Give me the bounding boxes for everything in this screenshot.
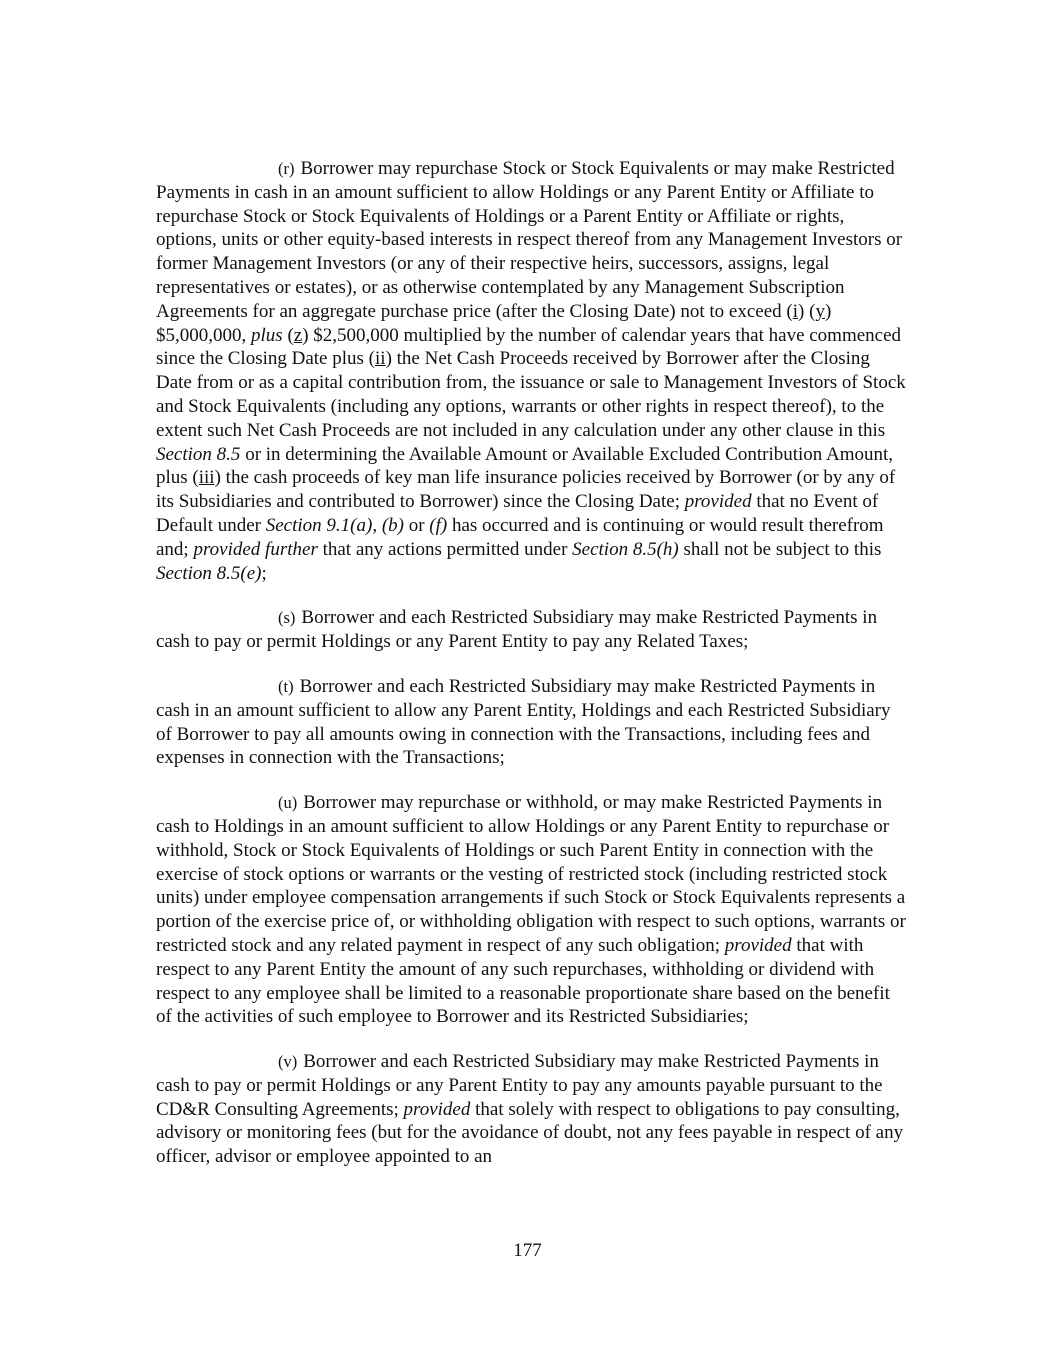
italic-text: (f) <box>429 514 448 536</box>
paragraph-text: that with respect to any Parent Entity the amount of any such repurchases, withholding or dividend with respect to any employee shall be limited to a reasonable proportionate share based on the benefit of the activities of such employee to Borrower and its Restricted Subsidiaries; <box>156 934 890 1028</box>
clause-r <box>156 157 906 585</box>
paragraph-text: Borrower and each Restricted Subsidiary may make Restricted Payments in cash in an amount sufficient to allow any Parent Entity, Holdings and each Restricted Subsidiary of Borrower to pay all amounts owing in connection with the Transactions, including fees and expenses in connection with the Transactions; <box>156 675 891 769</box>
paragraph-text: Borrower may repurchase or withhold, or may make Restricted Payments in cash to Holdings in an amount sufficient to allow Holdings or any Parent Entity to repurchase or withhold, Stock or Stock Equivalents of Holdings or such Parent Entity in connection with the exercise of stock options or warrants or the vesting of restricted stock (including restricted stock units) under employee compensation arrangements if such Stock or Stock Equivalents represents a portion of the exercise price of, or withholding obligation with respect to such options, warrants or restricted stock and any related payment in respect of any such obligation; <box>156 792 906 956</box>
clause-t <box>156 675 906 770</box>
clause-label: (u) <box>278 793 298 813</box>
paragraph-text: ; <box>261 562 267 584</box>
italic-text: provided <box>403 1098 471 1120</box>
paragraph-text: Borrower and each Restricted Subsidiary may make Restricted Payments in cash to pay or permit Holdings or any Parent Entity to pay any amounts payable pursuant to the CD&R Consulting Agreements; <box>156 1051 883 1120</box>
underlined-text: y <box>815 300 825 322</box>
paragraph-text: that solely with respect to obligations to pay consulting, advisory or monitoring fees (but for the avoidance of doubt, not any fees payable in respect of any officer, advisor or employee appointed to an <box>156 1098 904 1168</box>
italic-text: (b) <box>381 514 404 536</box>
paragraph-text: ) the cash proceeds of key man life insurance policies received by Borrower (or by any of its Subsidiaries and contributed to Borrower) since the Closing Date; <box>156 467 896 513</box>
clause-u <box>156 791 906 1029</box>
paragraph-text: Borrower may repurchase Stock or Stock Equivalents or may make Restricted Payments in cash in an amount sufficient to allow Holdings or any Parent Entity or Affiliate to repurchase Stock or Stock Equivalents of Holdings or a Parent Entity or Affiliate or rights, options, units or other equity-based interests in respect thereof from any Management Investors or former Management Investors (or any of their respective heirs, successors, assigns, legal representatives or estates), or as otherwise contemplated by any Management Subscription Agreements for an aggregate purchase price (after the Closing Date) not to exceed ( <box>156 158 903 322</box>
italic-text: Section 8.5(e) <box>156 562 262 584</box>
underlined-text: iii <box>198 467 215 489</box>
page-number: 177 <box>513 1240 542 1261</box>
clause-label: (v) <box>278 1052 298 1072</box>
italic-text: provided further <box>193 538 318 560</box>
italic-text: Section 8.5 <box>156 443 241 465</box>
document-page <box>156 157 906 1190</box>
paragraph-text: or <box>403 514 430 536</box>
paragraph-text: Borrower and each Restricted Subsidiary may make Restricted Payments in cash to pay or permit Holdings or any Parent Entity to pay any Related Taxes; <box>156 607 878 653</box>
underlined-text: i <box>792 300 799 322</box>
underlined-text: z <box>293 324 303 346</box>
italic-text: Section 9.1(a) <box>265 514 373 536</box>
paragraph-text: , <box>372 514 382 536</box>
italic-text: plus <box>251 324 283 346</box>
paragraph-text: that no Event of Default under <box>156 491 879 536</box>
paragraph-text: has occurred and is continuing or would result therefrom and; <box>156 514 884 560</box>
italic-text: Section 8.5(h) <box>572 538 679 560</box>
paragraph-text: ( <box>282 324 294 346</box>
italic-text: provided <box>684 491 752 513</box>
paragraph-text: ) ( <box>798 300 816 322</box>
paragraph-text: ) the Net Cash Proceeds received by Borrower after the Closing Date from or as a capital contribution from, the issuance or sale to Management Investors of Stock and Stock Equivalents (including any options, warrants or other rights in respect thereof), to the extent such Net Cash Proceeds are not included in any calculation under any other clause in this <box>156 348 906 441</box>
clause-label: (t) <box>278 676 294 696</box>
underlined-text: ii <box>375 348 386 370</box>
paragraph-text: ) $5,000,000, <box>156 300 832 346</box>
clause-v <box>156 1050 906 1169</box>
clause-label: (s) <box>278 608 296 628</box>
clause-label: (r) <box>278 159 295 178</box>
italic-text: provided <box>724 934 792 956</box>
paragraph-text: that any actions permitted under <box>317 538 573 560</box>
paragraph-text: shall not be subject to this <box>678 538 882 560</box>
paragraph-text: or in determining the Available Amount or Available Excluded Contribution Amount, plus ( <box>156 443 894 489</box>
clause-s <box>156 606 906 654</box>
paragraph-text: ) $2,500,000 multiplied by the number of calendar years that have commenced since the Closing Date plus ( <box>156 324 902 370</box>
